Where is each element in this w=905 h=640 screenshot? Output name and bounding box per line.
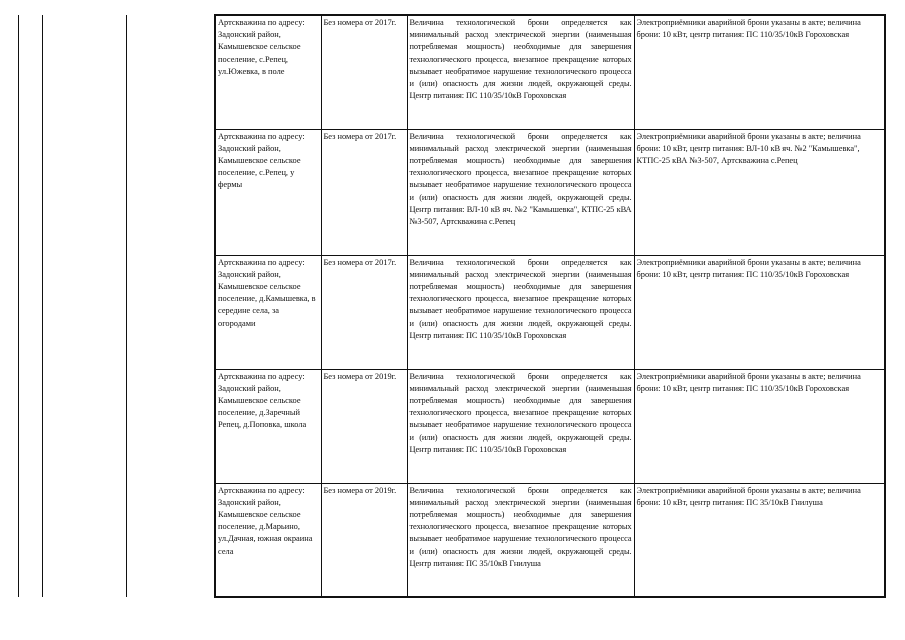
cell-description: Величина технологической брони определяется как минимальный расход электрической энергии (наименьшая потребляемая мощность) необходимые для завершения технологического процесса, внезапное прекращение которых вызывает необратимое нарушение технологического процесса и (или) опасность для жизни людей, окружающей среды. Центр питания: ПС 35/10кВ Гнилуша	[407, 483, 634, 597]
left-margin-line-3	[126, 15, 127, 597]
table-row	[215, 15, 885, 129]
left-margin-line-2	[42, 15, 43, 597]
table-row	[215, 129, 885, 255]
cell-document: Без номера от 2019г.	[321, 483, 407, 597]
table-row	[215, 369, 885, 483]
cell-document: Без номера от 2017г.	[321, 15, 407, 129]
cell-object: Артскважина по адресу: Задонский район, Камышевское сельское поселение, д.Заречный Репец, д.Поповка, школа	[215, 369, 321, 483]
cell-object: Артскважина по адресу: Задонский район, Камышевское сельское поселение, д.Марьино, ул.Дачная, южная окраина села	[215, 483, 321, 597]
cell-note: Электроприёмники аварийной брони указаны в акте; величина брони: 10 кВт, центр питания: ПС 35/10кВ Гнилуша	[634, 483, 885, 597]
cell-description: Величина технологической брони определяется как минимальный расход электрической энергии (наименьшая потребляемая мощность) необходимые для завершения технологического процесса, внезапное прекращение которых вызывает необратимое нарушение технологического процесса и (или) опасность для жизни людей, окружающей среды. Центр питания: ПС 110/35/10кВ Гороховская	[407, 15, 634, 129]
cell-document: Без номера от 2019г.	[321, 369, 407, 483]
cell-description: Величина технологической брони определяется как минимальный расход электрической энергии (наименьшая потребляемая мощность) необходимые для завершения технологического процесса, внезапное прекращение которых вызывает необратимое нарушение технологического процесса и (или) опасность для жизни людей, окружающей среды. Центр питания: ВЛ-10 кВ яч. №2 "Камышевка", КТПС-25 кВА №3-507, Артскважина с.Репец	[407, 129, 634, 255]
table-row	[215, 255, 885, 369]
cell-note: Электроприёмники аварийной брони указаны в акте; величина брони: 10 кВт, центр питания: ВЛ-10 кВ яч. №2 "Камышевка", КТПС-25 кВА №3-507, Артскважина с.Репец	[634, 129, 885, 255]
left-margin-line-1	[18, 15, 19, 597]
cell-note: Электроприёмники аварийной брони указаны в акте; величина брони: 10 кВт, центр питания: ПС 110/35/10кВ Гороховская	[634, 369, 885, 483]
emergency-reserve-table	[214, 14, 886, 598]
table-row	[215, 483, 885, 597]
cell-document: Без номера от 2017г.	[321, 129, 407, 255]
cell-description: Величина технологической брони определяется как минимальный расход электрической энергии (наименьшая потребляемая мощность) необходимые для завершения технологического процесса, внезапное прекращение которых вызывает необратимое нарушение технологического процесса и (или) опасность для жизни людей, окружающей среды. Центр питания: ПС 110/35/10кВ Гороховская	[407, 369, 634, 483]
cell-object: Артскважина по адресу: Задонский район, Камышевское сельское поселение, с.Репец, у фермы	[215, 129, 321, 255]
cell-note: Электроприёмники аварийной брони указаны в акте; величина брони: 10 кВт, центр питания: ПС 110/35/10кВ Гороховская	[634, 255, 885, 369]
cell-object: Артскважина по адресу: Задонский район, Камышевское сельское поселение, с.Репец, ул.Южевка, в поле	[215, 15, 321, 129]
cell-object: Артскважина по адресу: Задонский район, Камышевское сельское поселение, д.Камышевка, в середине села, за огородами	[215, 255, 321, 369]
cell-note: Электроприёмники аварийной брони указаны в акте; величина брони: 10 кВт, центр питания: ПС 110/35/10кВ Гороховская	[634, 15, 885, 129]
cell-description: Величина технологической брони определяется как минимальный расход электрической энергии (наименьшая потребляемая мощность) необходимые для завершения технологического процесса, внезапное прекращение которых вызывает необратимое нарушение технологического процесса и (или) опасность для жизни людей, окружающей среды. Центр питания: ПС 110/35/10кВ Гороховская	[407, 255, 634, 369]
cell-document: Без номера от 2017г.	[321, 255, 407, 369]
